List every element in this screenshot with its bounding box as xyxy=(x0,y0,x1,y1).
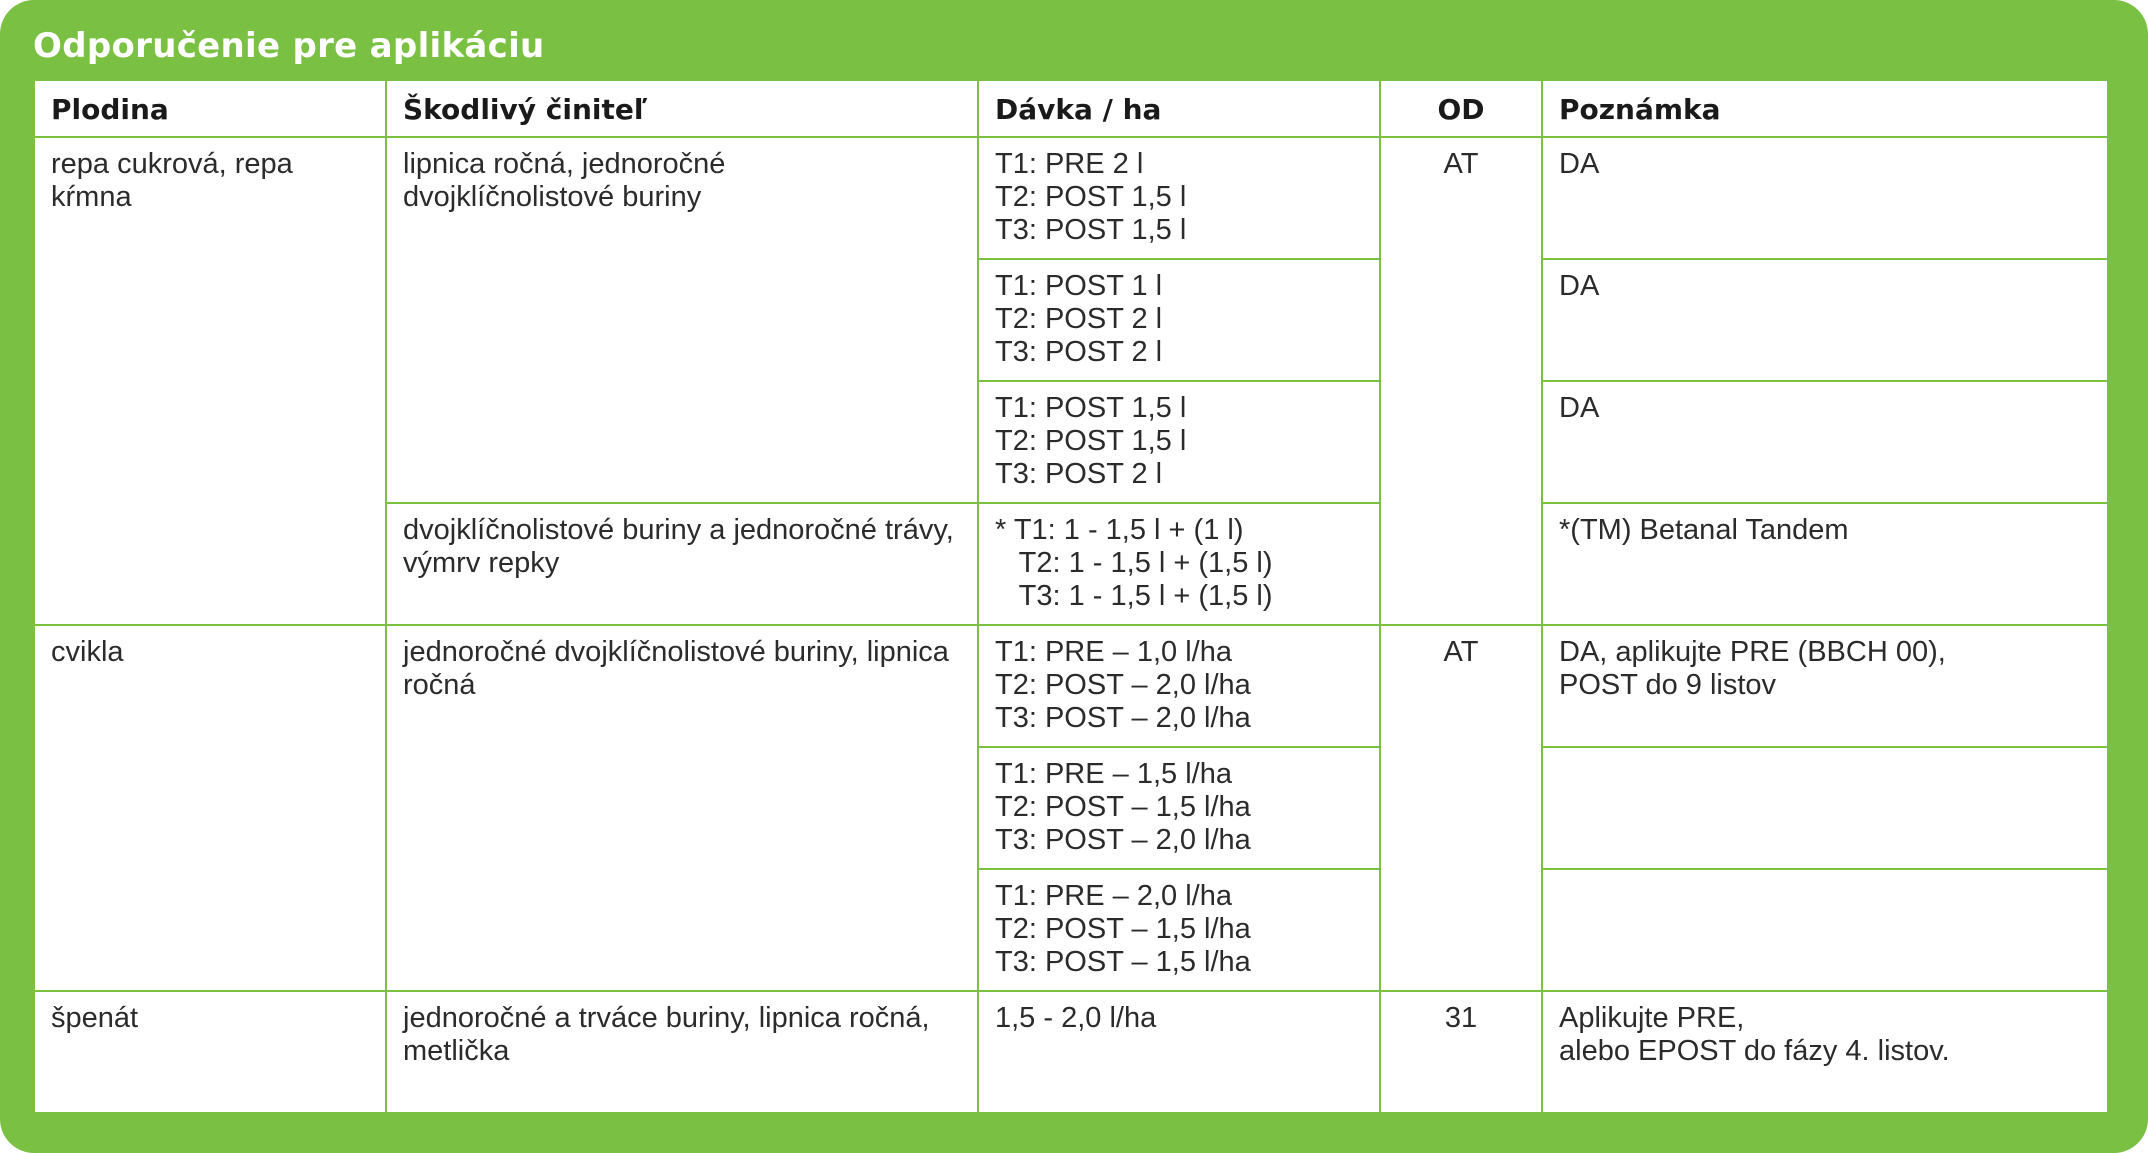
application-table xyxy=(33,79,2109,1114)
dose-cell xyxy=(978,503,1380,625)
note-cell xyxy=(1542,625,2108,747)
pest-line: dvojklíčnolistové buriny xyxy=(403,181,702,213)
dose-line: T1: PRE – 1,0 l/ha xyxy=(995,636,1232,668)
pest-cell xyxy=(386,991,978,1113)
note-cell xyxy=(1542,503,2108,625)
note-line: Aplikujte PRE, xyxy=(1559,1002,1745,1034)
pest-cell xyxy=(386,503,978,625)
col-header-plodina: Plodina xyxy=(34,80,386,137)
table-body xyxy=(34,137,2108,1113)
dose-line: T3: POST – 1,5 l/ha xyxy=(995,946,1251,978)
pest-line: lipnica ročná, jednoročné xyxy=(403,148,726,180)
dose-cell xyxy=(978,869,1380,991)
pest-line: metlička xyxy=(403,1035,510,1067)
dose-line: T2: POST 1,5 l xyxy=(995,181,1187,213)
col-header-poznamka: Poznámka xyxy=(1542,80,2108,137)
dose-line: T2: POST – 2,0 l/ha xyxy=(995,669,1251,701)
note-line: alebo EPOST do fázy 4. listov. xyxy=(1559,1035,1950,1067)
note-cell xyxy=(1542,747,2108,869)
pest-line: výmrv repky xyxy=(403,547,560,579)
dose-line: T2: POST 1,5 l xyxy=(995,425,1187,457)
dose-line: T1: POST 1,5 l xyxy=(995,392,1187,424)
dose-cell xyxy=(978,381,1380,503)
crop-cell: cvikla xyxy=(34,625,386,991)
dose-line: T1: PRE – 1,5 l/ha xyxy=(995,758,1232,790)
dose-line: T3: 1 - 1,5 l + (1,5 l) xyxy=(995,580,1273,612)
table-row xyxy=(34,991,2108,1113)
note-cell xyxy=(1542,991,2108,1113)
note-line: *(TM) Betanal Tandem xyxy=(1559,514,1849,546)
dose-cell xyxy=(978,991,1380,1113)
dose-line: * T1: 1 - 1,5 l + (1 l) xyxy=(995,514,1244,546)
dose-line: T1: POST 1 l xyxy=(995,270,1163,302)
dose-line: T2: POST 2 l xyxy=(995,303,1163,335)
note-line: POST do 9 listov xyxy=(1559,669,1777,701)
pest-cell xyxy=(386,137,978,503)
pest-line: jednoročné a trváce buriny, lipnica ročná, xyxy=(403,1002,930,1034)
dose-line: T3: POST 2 l xyxy=(995,336,1163,368)
od-cell: AT xyxy=(1380,137,1542,625)
dose-cell xyxy=(978,625,1380,747)
pest-line: dvojklíčnolistové buriny a jednoročné trávy, xyxy=(403,514,954,546)
dose-cell xyxy=(978,137,1380,259)
pest-line: jednoročné dvojklíčnolistové buriny, lipnica xyxy=(403,636,949,668)
panel-title: Odporučenie pre aplikáciu xyxy=(33,26,545,66)
col-header-davka: Dávka / ha xyxy=(978,80,1380,137)
note-line: DA xyxy=(1559,270,1600,302)
crop-cell: repa cukrová, repa kŕmna xyxy=(34,137,386,625)
dose-line: T3: POST 2 l xyxy=(995,458,1163,490)
dose-line: T1: PRE – 2,0 l/ha xyxy=(995,880,1232,912)
note-cell xyxy=(1542,137,2108,259)
dose-line: 1,5 - 2,0 l/ha xyxy=(995,1002,1157,1034)
od-cell: 31 xyxy=(1380,991,1542,1113)
col-header-od: OD xyxy=(1380,80,1542,137)
note-cell xyxy=(1542,869,2108,991)
dose-line: T3: POST 1,5 l xyxy=(995,214,1187,246)
note-line: DA xyxy=(1559,392,1600,424)
note-cell xyxy=(1542,381,2108,503)
dose-line: T2: POST – 1,5 l/ha xyxy=(995,791,1251,823)
dose-line: T2: POST – 1,5 l/ha xyxy=(995,913,1251,945)
dose-line: T2: 1 - 1,5 l + (1,5 l) xyxy=(995,547,1273,579)
dose-cell xyxy=(978,259,1380,381)
table-row xyxy=(34,137,2108,259)
dose-cell xyxy=(978,747,1380,869)
note-line: DA, aplikujte PRE (BBCH 00), xyxy=(1559,636,1946,668)
pest-cell xyxy=(386,625,978,991)
header-row xyxy=(34,80,2108,137)
dose-line: T1: PRE 2 l xyxy=(995,148,1144,180)
crop-cell: špenát xyxy=(34,991,386,1113)
table-row xyxy=(34,625,2108,747)
dose-line: T3: POST – 2,0 l/ha xyxy=(995,824,1251,856)
dose-line: T3: POST – 2,0 l/ha xyxy=(995,702,1251,734)
od-cell: AT xyxy=(1380,625,1542,991)
note-line: DA xyxy=(1559,148,1600,180)
pest-line: ročná xyxy=(403,669,476,701)
col-header-cinitel: Škodlivý činiteľ xyxy=(386,80,978,137)
note-cell xyxy=(1542,259,2108,381)
